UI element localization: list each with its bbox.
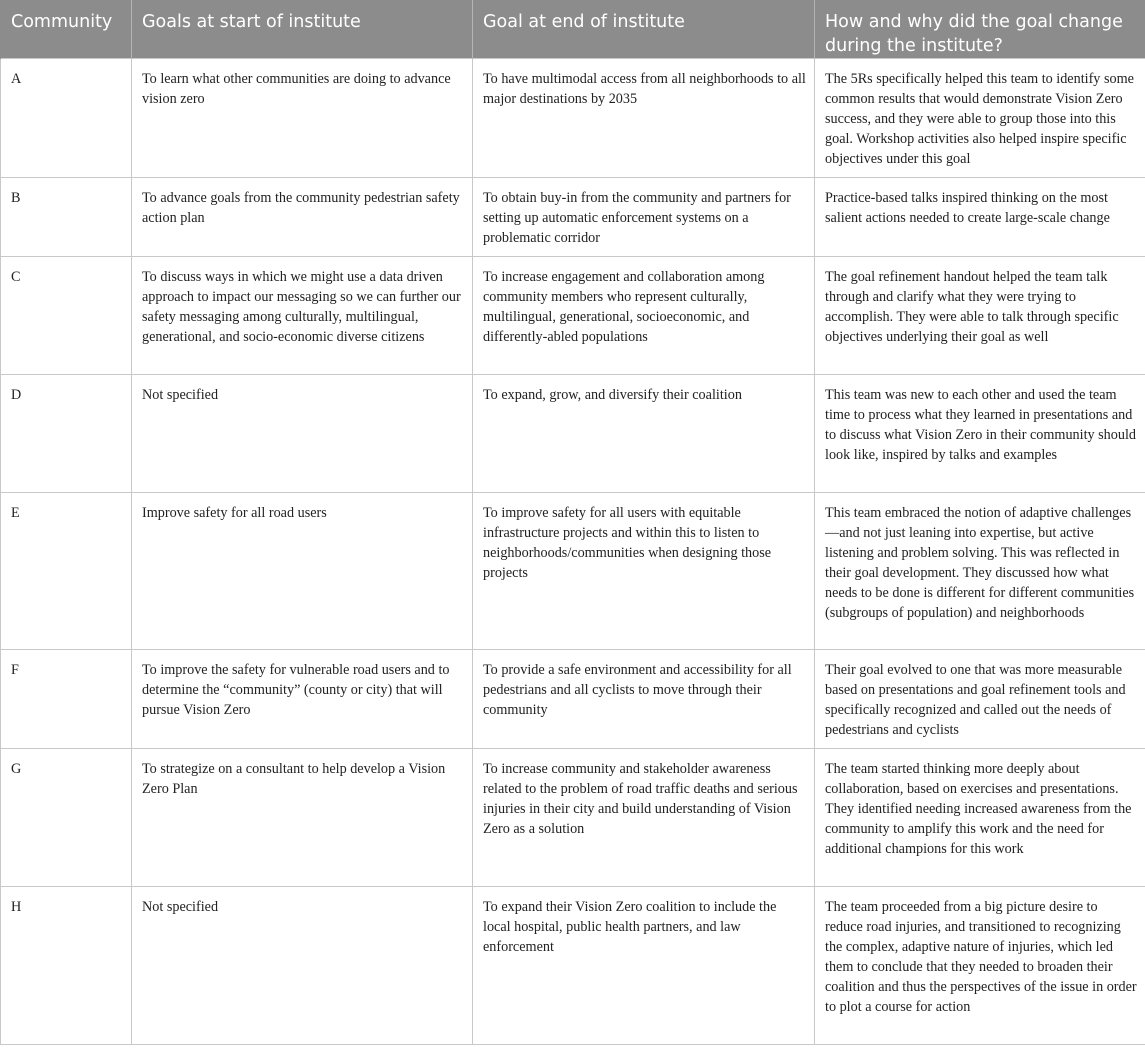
cell-goal-start: To strategize on a consultant to help develop a Vision Zero Plan xyxy=(132,749,473,887)
cell-goal-start: To improve the safety for vulnerable road users and to determine the “community” (county or city) that will pursue Vision Zero xyxy=(132,650,473,749)
cell-goal-change: The 5Rs specifically helped this team to identify some common results that would demonstrate Vision Zero success, and they were able to group those into this goal. Workshop activities also helped inspire specific objectives under this goal xyxy=(815,59,1145,178)
cell-goal-change: This team was new to each other and used the team time to process what they learned in presentations and to discuss what Vision Zero in their community should look like, inspired by talks and examples xyxy=(815,375,1145,493)
table-row xyxy=(1,493,1145,650)
cell-goal-change: The team proceeded from a big picture desire to reduce road injuries, and transitioned to recognizing the complex, adaptive nature of injuries, which led them to conclude that they needed to broaden their coalition and thus the perspectives of the issue in order to plot a course for action xyxy=(815,887,1145,1045)
table-row xyxy=(1,375,1145,493)
header-goal-change: How and why did the goal change during the institute? xyxy=(815,0,1145,59)
header-community: Community xyxy=(1,0,132,59)
cell-community: F xyxy=(1,650,132,749)
table-row xyxy=(1,650,1145,749)
cell-goal-end: To expand, grow, and diversify their coalition xyxy=(473,375,815,493)
cell-goal-end: To obtain buy-in from the community and partners for setting up automatic enforcement systems on a problematic corridor xyxy=(473,178,815,257)
cell-goal-start: Improve safety for all road users xyxy=(132,493,473,650)
cell-community: G xyxy=(1,749,132,887)
cell-goal-start: To discuss ways in which we might use a data driven approach to impact our messaging so we can further our safety messaging among culturally, multilingual, generational, and socio-economic diverse citizens xyxy=(132,257,473,375)
cell-goal-change: The team started thinking more deeply about collaboration, based on exercises and presentations. They identified needing increased awareness from the community to amplify this work and the need for additional champions for this work xyxy=(815,749,1145,887)
cell-community: B xyxy=(1,178,132,257)
cell-community: E xyxy=(1,493,132,650)
cell-goal-change: Their goal evolved to one that was more measurable based on presentations and goal refinement tools and specifically recognized and called out the needs of pedestrians and cyclists xyxy=(815,650,1145,749)
header-row xyxy=(1,0,1145,59)
cell-goal-change: The goal refinement handout helped the team talk through and clarify what they were trying to accomplish. They were able to talk through specific objectives underlying their goal as well xyxy=(815,257,1145,375)
cell-goal-end: To expand their Vision Zero coalition to include the local hospital, public health partners, and law enforcement xyxy=(473,887,815,1045)
cell-goal-change: This team embraced the notion of adaptive challenges—and not just leaning into expertise, but active listening and problem solving. This was reflected in their goal development. They discussed how what needs to be done is different for different communities (subgroups of population) and neighborhoods xyxy=(815,493,1145,650)
cell-goal-start: To advance goals from the community pedestrian safety action plan xyxy=(132,178,473,257)
table-row xyxy=(1,178,1145,257)
cell-goal-end: To have multimodal access from all neighborhoods to all major destinations by 2035 xyxy=(473,59,815,178)
cell-goal-end: To increase community and stakeholder awareness related to the problem of road traffic deaths and serious injuries in their city and build understanding of Vision Zero as a solution xyxy=(473,749,815,887)
header-goal-end: Goal at end of institute xyxy=(473,0,815,59)
cell-community: H xyxy=(1,887,132,1045)
cell-goal-change: Practice-based talks inspired thinking on the most salient actions needed to create large-scale change xyxy=(815,178,1145,257)
cell-community: C xyxy=(1,257,132,375)
cell-goal-start: To learn what other communities are doing to advance vision zero xyxy=(132,59,473,178)
table-row xyxy=(1,257,1145,375)
table-body xyxy=(1,59,1145,1045)
table-header xyxy=(1,0,1145,59)
header-goals-start: Goals at start of institute xyxy=(132,0,473,59)
cell-goal-start: Not specified xyxy=(132,375,473,493)
table-row xyxy=(1,749,1145,887)
cell-goal-end: To improve safety for all users with equitable infrastructure projects and within this to listen to neighborhoods/communities when designing those projects xyxy=(473,493,815,650)
cell-community: D xyxy=(1,375,132,493)
cell-community: A xyxy=(1,59,132,178)
cell-goal-end: To increase engagement and collaboration among community members who represent culturally, multilingual, generational, socioeconomic, and differently-abled populations xyxy=(473,257,815,375)
table-row xyxy=(1,59,1145,178)
cell-goal-end: To provide a safe environment and accessibility for all pedestrians and all cyclists to move through their community xyxy=(473,650,815,749)
table-row xyxy=(1,887,1145,1045)
cell-goal-start: Not specified xyxy=(132,887,473,1045)
